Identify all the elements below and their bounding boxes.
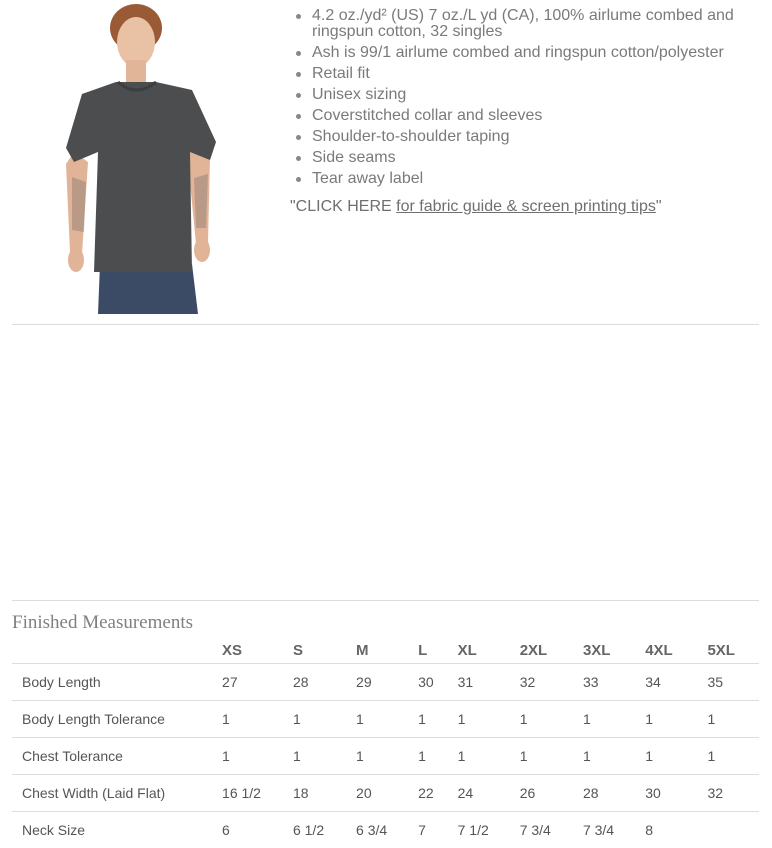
table-cell: 1 <box>356 701 418 738</box>
feature-item: Retail fit <box>312 66 760 82</box>
table-cell: 24 <box>458 775 520 812</box>
table-cell: 6 <box>222 812 293 848</box>
table-cell: 1 <box>418 738 457 775</box>
table-cell: 26 <box>520 775 583 812</box>
feature-item: Side seams <box>312 150 760 166</box>
table-cell: 1 <box>707 701 759 738</box>
table-row <box>12 812 759 848</box>
feature-item: Ash is 99/1 airlume combed and ringspun cotton/polyester <box>312 45 760 61</box>
table-cell: 32 <box>707 775 759 812</box>
feature-list <box>290 8 760 187</box>
table-cell: 1 <box>458 701 520 738</box>
table-cell: 7 1/2 <box>458 812 520 848</box>
table-cell: 7 <box>418 812 457 848</box>
header-blank <box>12 637 222 664</box>
feature-item: Tear away label <box>312 171 760 187</box>
row-label: Body Length Tolerance <box>12 701 222 738</box>
feature-item: Coverstitched collar and sleeves <box>312 108 760 124</box>
size-header: XL <box>458 637 520 664</box>
size-header: XS <box>222 637 293 664</box>
section-divider <box>12 600 759 601</box>
section-divider <box>12 324 759 325</box>
row-label: Chest Width (Laid Flat) <box>12 775 222 812</box>
table-cell: 1 <box>583 738 645 775</box>
product-photo <box>60 2 230 314</box>
size-header: 3XL <box>583 637 645 664</box>
feature-item: Shoulder-to-shoulder taping <box>312 129 760 145</box>
table-cell: 1 <box>707 738 759 775</box>
table-cell: 35 <box>707 664 759 701</box>
size-header: S <box>293 637 356 664</box>
table-cell: 1 <box>356 738 418 775</box>
table-cell: 1 <box>293 738 356 775</box>
size-header: 4XL <box>645 637 707 664</box>
table-row <box>12 738 759 775</box>
table-cell: 20 <box>356 775 418 812</box>
feature-item: 4.2 oz./yd² (US) 7 oz./L yd (CA), 100% airlume combed and ringspun cotton, 32 singles <box>312 8 760 40</box>
measurements-title: Finished Measurements <box>12 612 193 634</box>
table-cell: 1 <box>645 701 707 738</box>
table-cell: 27 <box>222 664 293 701</box>
table-row <box>12 701 759 738</box>
table-cell: 8 <box>645 812 707 848</box>
table-cell: 22 <box>418 775 457 812</box>
table-cell: 7 3/4 <box>583 812 645 848</box>
size-header: 5XL <box>707 637 759 664</box>
size-header: L <box>418 637 457 664</box>
table-cell: 1 <box>583 701 645 738</box>
table-cell: 1 <box>418 701 457 738</box>
table-cell: 6 3/4 <box>356 812 418 848</box>
table-cell <box>707 812 759 848</box>
table-cell: 1 <box>458 738 520 775</box>
table-cell: 1 <box>222 701 293 738</box>
table-cell: 30 <box>418 664 457 701</box>
table-cell: 34 <box>645 664 707 701</box>
table-cell: 1 <box>222 738 293 775</box>
table-cell: 6 1/2 <box>293 812 356 848</box>
table-cell: 16 1/2 <box>222 775 293 812</box>
table-cell: 28 <box>293 664 356 701</box>
table-cell: 1 <box>520 701 583 738</box>
fabric-guide-link[interactable]: for fabric guide & screen printing tips <box>396 198 656 215</box>
table-cell: 29 <box>356 664 418 701</box>
table-cell: 31 <box>458 664 520 701</box>
model-tshirt-image <box>60 2 230 314</box>
table-cell: 1 <box>645 738 707 775</box>
size-header: M <box>356 637 418 664</box>
table-row <box>12 775 759 812</box>
table-cell: 30 <box>645 775 707 812</box>
size-chart-table <box>12 637 759 848</box>
row-label: Neck Size <box>12 812 222 848</box>
product-features <box>290 8 760 216</box>
row-label: Chest Tolerance <box>12 738 222 775</box>
table-cell: 1 <box>293 701 356 738</box>
cta-suffix: " <box>656 198 662 215</box>
table-cell: 1 <box>520 738 583 775</box>
table-cell: 33 <box>583 664 645 701</box>
table-cell: 28 <box>583 775 645 812</box>
size-header: 2XL <box>520 637 583 664</box>
fabric-guide-callout <box>290 198 760 216</box>
row-label: Body Length <box>12 664 222 701</box>
cta-prefix: "CLICK HERE <box>290 198 396 215</box>
size-header-row <box>12 637 759 664</box>
table-cell: 18 <box>293 775 356 812</box>
table-row <box>12 664 759 701</box>
table-cell: 32 <box>520 664 583 701</box>
table-cell: 7 3/4 <box>520 812 583 848</box>
feature-item: Unisex sizing <box>312 87 760 103</box>
